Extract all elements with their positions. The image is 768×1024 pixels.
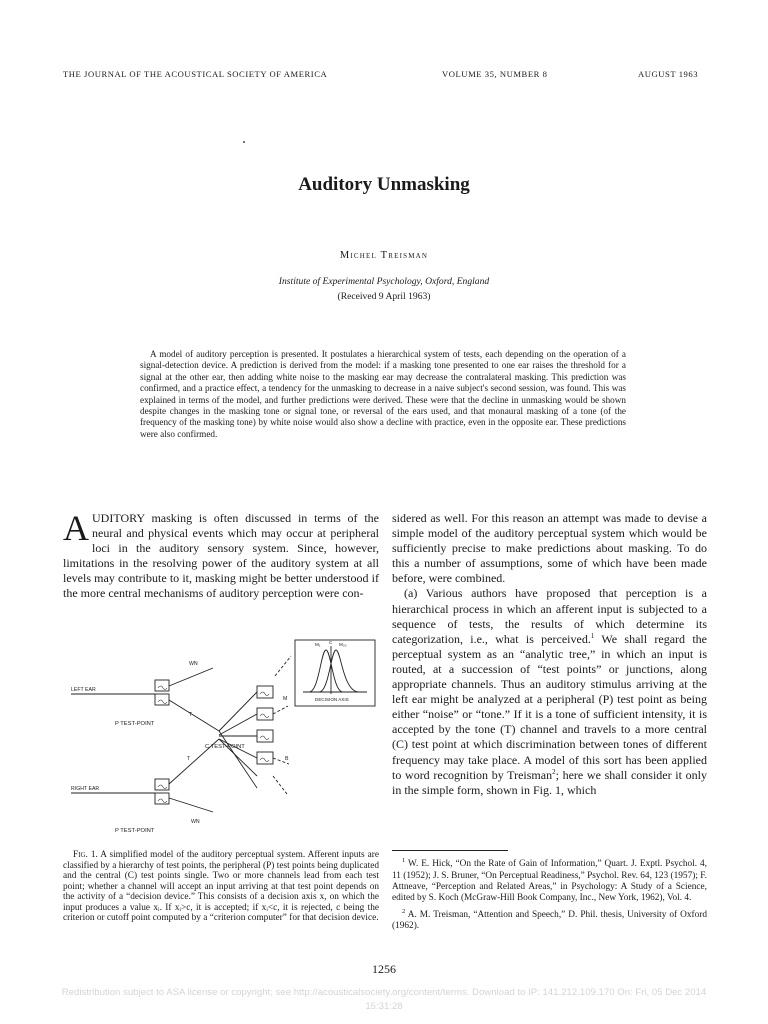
c-box-2 [257,708,273,720]
download-notice [0,986,768,1014]
figure-1-caption [63,850,379,924]
footnote-2-number: 2 [402,907,406,915]
right-ear-label: RIGHT EAR [71,786,100,792]
m-label: M [283,696,288,702]
footnote-ref-2: 2 [552,767,556,776]
p-box-upper-2 [155,694,169,705]
footnote-1-number: 1 [402,857,406,864]
right-paragraph-2 [392,586,707,797]
received-date: (Received 9 April 1963) [337,291,431,302]
download-notice-line-1: Redistribution subject to ASA license or copyright; see http://acousticalsociety.org/content/terms. Download to IP: 141.212.109.170 On: Fri, 05 Dec 2014 [61,987,707,998]
caption-text: A simplified model of the auditory perceptual system. Afferent inputs are classified by a hierarchy of test points, the peripheral (P) test points being duplicated and the central (C) test points single. Two or more channels lead from each test point; whether a channel will accept an input arriving at that test point depends on the activity of a “decision device.” This consists of a decision axis x, on which the input produces a value xᵢ. If xᵢ>c, it is accepted; if xᵢ<c, it is rejected, c being the criterion or cutoff point computed by a “criterion computer” for that decision device. [63,850,379,923]
caption-label: Fig. 1. [73,850,98,860]
distribution-curve-2 [319,650,359,692]
right-paragraph-1: sidered as well. For this reason an attempt was made to devise a simple model of the auditory perceptual system which would be sufficiently precise to make predictions about masking. To do this a number of assumptions, some of which have been made before, were combined. [392,511,707,586]
c-branch-1 [219,692,257,731]
figure-1-diagram [63,636,381,846]
right-paragraph-2-part-c: ; here we shall consider it only in the simple form, shown in Fig. 1, which [392,767,707,797]
author-name: Michel Treisman [339,250,429,261]
p-test-point-upper-label: P TEST-POINT [115,721,155,727]
left-ear-label: LEFT EAR [71,687,96,693]
p-box-lower-1 [155,779,169,790]
out-dash-m [273,706,288,714]
t-channel-upper [169,700,219,731]
left-column [63,508,379,602]
out-dash-top [275,656,291,676]
footnote-1-text: W. E. Hick, “On the Rate of Gain of Information,” Quart. J. Exptl. Psychol. 4, 11 (1952); J. S. Bruner, “On Perceptual Readiness,” Psychol. Rev. 64, 123 (1957); F. Attneave, “Perception and Related Areas,” in Psychology: A Study of a Science, edited by S. Koch (McGraw-Hill Book Company, Inc., New York, 1962), Vol. 4. [392,859,707,904]
affiliation: Institute of Experimental Psychology, Oxford, England [278,276,490,287]
right-paragraph-2-part-a: (a) Various authors have proposed that perception is a hierarchical process in which an afferent input is subjected to a sequence of tests, the results of which determine its categorization, i.e., what is perceived. [392,586,707,646]
footnotes [392,855,707,934]
dist-label-2: C [329,640,333,645]
footnote-2 [392,906,707,933]
dist-label-1: M₁ [315,642,321,647]
footnote-rule [392,850,508,851]
wn-channel-lower [169,798,213,812]
journal-header: THE JOURNAL OF THE ACOUSTICAL SOCIETY OF AMERICA [63,69,328,79]
out-dash-bottom [273,776,287,794]
t-label-lower: T [187,756,191,762]
p-box-upper-1 [155,680,169,691]
volume-header: VOLUME 35, NUMBER 8 [442,69,548,79]
page-number: 1256 [372,962,396,976]
c-box-4 [257,752,273,764]
dist-label-3: M₂₀ [339,642,347,647]
article-title: Auditory Unmasking [298,174,470,195]
p-test-point-lower-label: P TEST-POINT [115,828,155,834]
footnote-ref-1: 1 [590,631,595,640]
p-box-lower-2 [155,793,169,804]
c-branch-6 [219,731,257,788]
wn-label-lower: WN [191,819,200,825]
footnote-2-text: A. M. Treisman, “Attention and Speech,” D. Phil. thesis, University of Oxford (1962). [392,909,707,932]
abstract: A model of auditory perception is presented. It postulates a hierarchical system of tests, each depending on the operation of a signal-detection device. A prediction is derived from the model: if a masking tone presented to one ear raises the threshold for a signal at the other ear, then adding white noise to the masking ear may decrease the contralateral masking. This prediction was confirmed, and a practice effect, a tendency for the unmasking to decrease in a naive subject's second session, was found. This was explained in terms of the model, and further predictions were derived. These were that the decline in unmasking would be shown despite changes in the masking tone or signal tone, or reversal of the ears used, and that monaural masking of a tone (of the frequency of the masking tone) by white noise would also show a decline with practice, even in the opposite ear. These predictions were also confirmed. [140,349,626,439]
date-header: AUGUST 1963 [638,69,699,79]
right-column [392,511,707,798]
decision-axis-label: DECISION AXIS [315,697,349,702]
footnote-1 [392,855,707,905]
b-label: B [285,756,289,762]
download-notice-line-2: 15:31:28 [365,1001,403,1012]
right-paragraph-2-part-b: We shall regard the perceptual system as an “analytic tree,” in which an input is routed, at a succession of “test points” or junctions, along appropriate channels. Thus an auditory stimulus arriving at the left ear might be analyzed at a peripheral (P) test point as being either “noise” or “tone.” If it is a tone of sufficient intensity, it is accepted by the tone (T) channel and travels to a more central (C) test point at which discrimination between tones of different frequency may take place. A model of this sort has been applied to word recognition by Treisman [392,631,707,782]
distribution-curve-1 [309,650,343,692]
left-column-text: UDITORY masking is often discussed in terms of the neural and physical events which may occur at peripheral loci in the auditory sensory system. Since, however, limitations in the resolving power of the auditory system at all levels may contribute to it, masking might be better understood if the more central mechanisms of auditory perception were con- [63,511,379,601]
wn-channel-upper [169,668,213,686]
c-box-1 [257,686,273,698]
c-test-point-label: C TEST-POINT [205,744,245,750]
c-branch-2 [219,714,257,735]
stray-mark [243,141,245,143]
c-box-3 [257,730,273,742]
t-label-upper: T [189,712,193,718]
wn-label-upper: WN [189,661,198,667]
drop-cap: A [63,508,89,548]
